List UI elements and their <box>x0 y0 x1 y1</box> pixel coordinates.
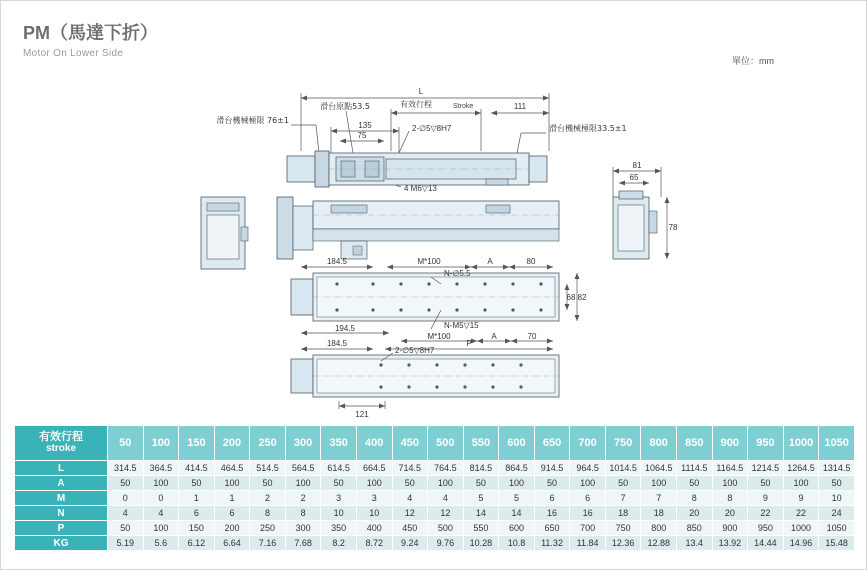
cell: 814.5 <box>463 461 499 476</box>
col-header: 200 <box>214 426 250 461</box>
dim-80-label: 80 <box>526 257 536 266</box>
cell: 450 <box>392 521 428 536</box>
cell: 650 <box>534 521 570 536</box>
table-row <box>15 476 855 491</box>
cell: 100 <box>712 476 748 491</box>
col-header: 350 <box>321 426 357 461</box>
dim-65-label: 65 <box>629 173 639 182</box>
hole-4m6-label: 4 M6▽13 <box>404 184 437 193</box>
cell: 364.5 <box>143 461 179 476</box>
cell: 5 <box>463 491 499 506</box>
cell: 250 <box>250 521 286 536</box>
col-header: 800 <box>641 426 677 461</box>
cell: 964.5 <box>570 461 606 476</box>
cell: 900 <box>712 521 748 536</box>
cell: 11.84 <box>570 536 606 551</box>
cell: 12.88 <box>641 536 677 551</box>
cell: 15.48 <box>819 536 855 551</box>
cell: 50 <box>677 476 713 491</box>
cell: 8.72 <box>356 536 392 551</box>
cell: 850 <box>677 521 713 536</box>
cell: 4 <box>392 491 428 506</box>
row-label: A <box>15 476 108 491</box>
cell: 3 <box>321 491 357 506</box>
cell: 800 <box>641 521 677 536</box>
cell: 7.16 <box>250 536 286 551</box>
col-header: 500 <box>428 426 464 461</box>
cell: 50 <box>108 521 144 536</box>
dim-81-label: 81 <box>632 161 642 170</box>
cell: 13.4 <box>677 536 713 551</box>
cell: 6.12 <box>179 536 215 551</box>
cell: 100 <box>356 476 392 491</box>
cell: 50 <box>819 476 855 491</box>
cell: 12 <box>392 506 428 521</box>
hole-2xd5-bottom-label: 2-∅5▽8H7 <box>395 346 435 355</box>
dim-78-label: 78 <box>668 223 678 232</box>
cell: 350 <box>321 521 357 536</box>
cell: 2 <box>285 491 321 506</box>
cell: 9.76 <box>428 536 464 551</box>
cell: 100 <box>783 476 819 491</box>
cell: 300 <box>285 521 321 536</box>
col-header: 900 <box>712 426 748 461</box>
cell: 4 <box>143 506 179 521</box>
row-label: KG <box>15 536 108 551</box>
dim-111-label: 111 <box>513 102 527 111</box>
cell: 14 <box>463 506 499 521</box>
table-row <box>15 491 855 506</box>
dim-1945-label: 194.5 <box>334 324 356 333</box>
cell: 8 <box>712 491 748 506</box>
stroke-label: 有效行程 <box>400 100 432 109</box>
cell: 7.68 <box>285 536 321 551</box>
cell: 20 <box>677 506 713 521</box>
cell: 5.6 <box>143 536 179 551</box>
cell: 700 <box>570 521 606 536</box>
origin-label: 滑台原點53.5 <box>320 102 370 111</box>
cell: 314.5 <box>108 461 144 476</box>
cell: 714.5 <box>392 461 428 476</box>
cell: 12 <box>428 506 464 521</box>
technical-drawing <box>1 1 867 421</box>
cell: 1264.5 <box>783 461 819 476</box>
row-label: N <box>15 506 108 521</box>
col-header: 950 <box>748 426 784 461</box>
cell: 100 <box>570 476 606 491</box>
right-limit-label: 滑台機械極限33.5±1 <box>549 124 627 133</box>
cell: 50 <box>605 476 641 491</box>
dim-m100-label: M*100 <box>417 257 441 266</box>
cell: 50 <box>748 476 784 491</box>
cell: 100 <box>214 476 250 491</box>
drawing-svg <box>1 1 867 421</box>
col-header: 850 <box>677 426 713 461</box>
cell: 14.44 <box>748 536 784 551</box>
cell: 10 <box>819 491 855 506</box>
hole-n-m5-label: N-M5▽15 <box>444 321 479 330</box>
cell: 950 <box>748 521 784 536</box>
col-header: 1050 <box>819 426 855 461</box>
cell: 10 <box>356 506 392 521</box>
col-header: 750 <box>605 426 641 461</box>
table-row <box>15 506 855 521</box>
dim-L-label: L <box>418 87 424 96</box>
cell: 1164.5 <box>712 461 748 476</box>
cell: 1114.5 <box>677 461 713 476</box>
cell: 1000 <box>783 521 819 536</box>
cell: 2 <box>250 491 286 506</box>
cell: 10.28 <box>463 536 499 551</box>
dim-m100-b-label: M*100 <box>427 332 451 341</box>
spec-table-wrap <box>14 425 855 551</box>
row-label: L <box>15 461 108 476</box>
cell: 1050 <box>819 521 855 536</box>
cell: 414.5 <box>179 461 215 476</box>
table-row <box>15 461 855 476</box>
col-header: 550 <box>463 426 499 461</box>
col-header: 100 <box>143 426 179 461</box>
cell: 10.8 <box>499 536 535 551</box>
cell: 20 <box>712 506 748 521</box>
table-corner-header <box>15 426 108 461</box>
unit-note: 單位：mm <box>732 56 774 66</box>
col-header: 700 <box>570 426 606 461</box>
cell: 150 <box>179 521 215 536</box>
cell: 9 <box>783 491 819 506</box>
col-header: 300 <box>285 426 321 461</box>
row-label: M <box>15 491 108 506</box>
cell: 564.5 <box>285 461 321 476</box>
cell: 100 <box>285 476 321 491</box>
cell: 50 <box>321 476 357 491</box>
col-header: 650 <box>534 426 570 461</box>
cell: 1 <box>179 491 215 506</box>
col-header: 250 <box>250 426 286 461</box>
cell: 8.2 <box>321 536 357 551</box>
cell: 6 <box>214 506 250 521</box>
cell: 18 <box>641 506 677 521</box>
col-header: 150 <box>179 426 215 461</box>
col-header: 50 <box>108 426 144 461</box>
cell: 0 <box>108 491 144 506</box>
col-header: 400 <box>356 426 392 461</box>
cell: 4 <box>108 506 144 521</box>
cell: 24 <box>819 506 855 521</box>
dim-135-label: 135 <box>358 121 372 130</box>
dim-1845-label: 184.5 <box>326 257 348 266</box>
cell: 1014.5 <box>605 461 641 476</box>
col-header: 1000 <box>783 426 819 461</box>
cell: 9 <box>748 491 784 506</box>
cell: 914.5 <box>534 461 570 476</box>
cell: 100 <box>143 476 179 491</box>
dim-A2-label: A <box>491 332 497 341</box>
dim-P-label: P <box>466 339 472 348</box>
cell: 100 <box>641 476 677 491</box>
cell: 10 <box>321 506 357 521</box>
table-header-row <box>15 426 855 461</box>
dim-70-label: 70 <box>527 332 537 341</box>
cell: 1214.5 <box>748 461 784 476</box>
cell: 16 <box>570 506 606 521</box>
corner-label-cjk: 有效行程 <box>39 430 83 443</box>
cell: 0 <box>143 491 179 506</box>
col-header: 600 <box>499 426 535 461</box>
row-label: P <box>15 521 108 536</box>
cell: 12.36 <box>605 536 641 551</box>
stroke-label-en: Stroke <box>453 103 474 110</box>
cell: 8 <box>677 491 713 506</box>
dim-A-label: A <box>487 257 493 266</box>
cell: 14 <box>499 506 535 521</box>
cell: 8 <box>250 506 286 521</box>
hole-2xd5-top-label: 2-∅5▽8H7 <box>412 124 452 133</box>
dim-75-label: 75 <box>357 131 367 140</box>
col-header: 450 <box>392 426 428 461</box>
cell: 8 <box>285 506 321 521</box>
cell: 864.5 <box>499 461 535 476</box>
cell: 9.24 <box>392 536 428 551</box>
cell: 400 <box>356 521 392 536</box>
table-row <box>15 521 855 536</box>
cell: 3 <box>356 491 392 506</box>
cell: 50 <box>179 476 215 491</box>
dim-68-label: 68 <box>566 293 576 302</box>
cell: 6.64 <box>214 536 250 551</box>
cell: 11.32 <box>534 536 570 551</box>
page-subtitle: Motor On Lower Side <box>23 48 124 59</box>
cell: 1314.5 <box>819 461 855 476</box>
cell: 614.5 <box>321 461 357 476</box>
left-limit-label: 滑台機械極限 76±1 <box>216 116 289 125</box>
cell: 664.5 <box>356 461 392 476</box>
cell: 7 <box>641 491 677 506</box>
cell: 50 <box>250 476 286 491</box>
cell: 100 <box>499 476 535 491</box>
cell: 464.5 <box>214 461 250 476</box>
table-body <box>15 461 855 551</box>
cell: 50 <box>463 476 499 491</box>
cell: 5.19 <box>108 536 144 551</box>
cell: 200 <box>214 521 250 536</box>
cell: 50 <box>108 476 144 491</box>
cell: 5 <box>499 491 535 506</box>
cell: 4 <box>428 491 464 506</box>
cell: 514.5 <box>250 461 286 476</box>
cell: 100 <box>143 521 179 536</box>
cell: 6 <box>534 491 570 506</box>
dim-121-label: 121 <box>355 410 369 419</box>
cell: 22 <box>783 506 819 521</box>
cell: 500 <box>428 521 464 536</box>
cell: 16 <box>534 506 570 521</box>
cell: 550 <box>463 521 499 536</box>
cell: 50 <box>392 476 428 491</box>
cell: 764.5 <box>428 461 464 476</box>
cell: 50 <box>534 476 570 491</box>
cell: 6 <box>570 491 606 506</box>
cell: 1064.5 <box>641 461 677 476</box>
cell: 6 <box>179 506 215 521</box>
cell: 14.96 <box>783 536 819 551</box>
dim-82-label: 82 <box>577 293 587 302</box>
cell: 7 <box>605 491 641 506</box>
page-title: PM（馬達下折） <box>23 23 158 43</box>
cell: 22 <box>748 506 784 521</box>
corner-label-en: stroke <box>45 443 76 454</box>
cell: 100 <box>428 476 464 491</box>
cell: 750 <box>605 521 641 536</box>
table-row <box>15 536 855 551</box>
cell: 13.92 <box>712 536 748 551</box>
cell: 18 <box>605 506 641 521</box>
cell: 1 <box>214 491 250 506</box>
hole-n-d55-label: N-∅5.5 <box>444 269 471 278</box>
cell: 600 <box>499 521 535 536</box>
dim-1845-b-label: 184.5 <box>326 339 348 348</box>
spec-table <box>14 425 855 551</box>
